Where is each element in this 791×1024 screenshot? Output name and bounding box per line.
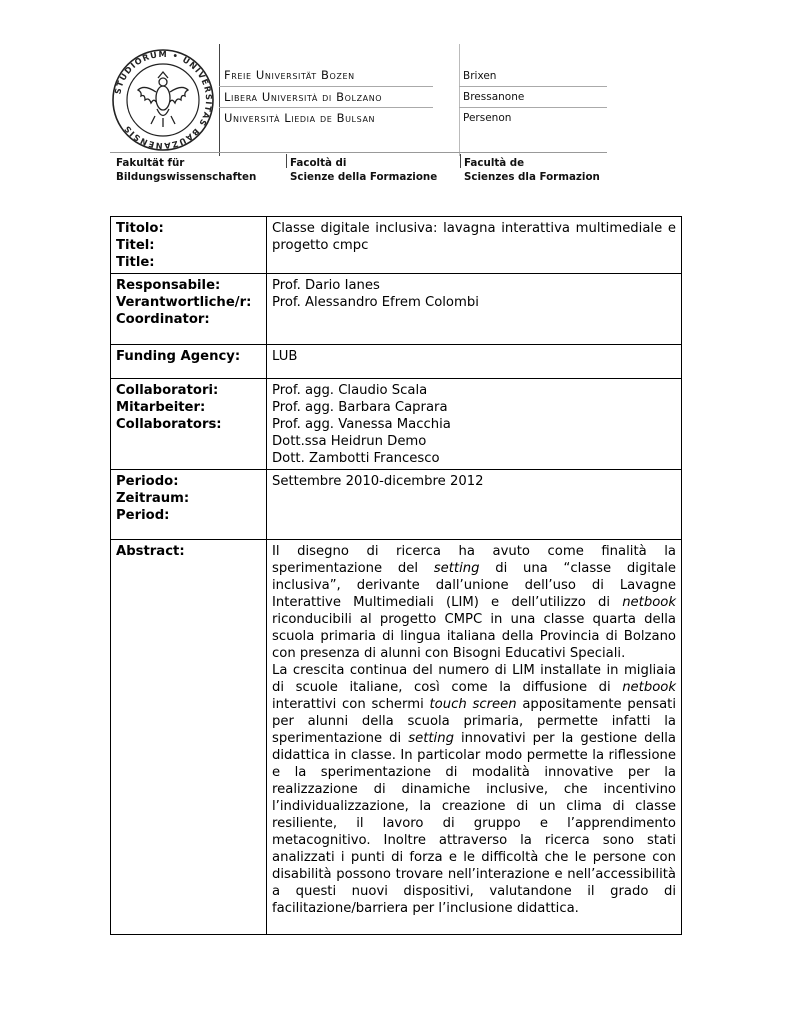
coordinator-values	[267, 274, 682, 345]
collaborator-name: Prof. agg. Vanessa Macchia	[272, 417, 451, 432]
letterhead-divider	[219, 44, 220, 156]
coordinator-label-en: Coordinator:	[116, 312, 210, 327]
abstract-paragraph	[272, 543, 676, 662]
university-seal	[111, 48, 215, 152]
abstract-text-run: appositamente pensati per alunni della scuola primaria, permette infatti la sperimentazione di	[272, 697, 677, 746]
period-label-de: Zeitraum:	[116, 491, 190, 506]
university-name-lad: Università Liedia de Bulsan	[224, 111, 376, 125]
table-row-collaborators	[111, 379, 682, 470]
letterhead-rule	[219, 107, 433, 108]
letterhead-rule	[459, 107, 607, 108]
abstract-text-run: La crescita continua del numero di LIM installate in migliaia di scuole italiane, così come la diffusione di	[272, 663, 676, 695]
coordinator-label-de: Verantwortliche/r:	[116, 295, 252, 310]
coordinator-name: Prof. Alessandro Efrem Colombi	[272, 295, 479, 310]
table-row-period	[111, 470, 682, 540]
funding-label-cell	[111, 345, 267, 379]
seal-text: STUDIORUM • UNIVERSITAS BAUZANENSIS	[112, 48, 215, 152]
faculty-lad	[464, 156, 600, 184]
period-label-en: Period:	[116, 508, 170, 523]
letterhead-rule	[110, 152, 607, 153]
faculty-it-line1: Facoltà di	[290, 157, 347, 169]
collaborators-label-de: Mitarbeiter:	[116, 400, 206, 415]
title-label-cell	[111, 217, 267, 274]
coordinator-label-it: Responsabile:	[116, 278, 221, 293]
coordinator-label-cell	[111, 274, 267, 345]
abstract-text-run: di una “classe digitale inclusiva”, derivante dall’unione dell’uso di Lavagne Interattive Multimediali (LIM) e dell’utilizzo di	[272, 561, 676, 610]
abstract-label-cell	[111, 540, 267, 935]
abstract-italic-term: netbook	[622, 595, 676, 610]
collaborators-label-it: Collaboratori:	[116, 383, 219, 398]
abstract-italic-term: netbook	[622, 680, 676, 695]
funding-agency: LUB	[267, 345, 682, 379]
letterhead-rule	[219, 86, 433, 87]
table-row-abstract	[111, 540, 682, 935]
collaborator-name: Prof. agg. Barbara Caprara	[272, 400, 448, 415]
abstract-italic-term: setting	[433, 561, 480, 576]
abstract-text-run: riconducibili al progetto CMPC in una classe quarta della scuola primaria di lingua italiana della Provincia di Bolzano con presenza di alunni con Bisogni Educativi Speciali.	[272, 612, 676, 661]
collaborators-label-cell	[111, 379, 267, 470]
abstract-italic-term: touch screen	[429, 697, 517, 712]
faculty-it-line2: Scienze della Formazione	[290, 171, 438, 183]
faculty-divider	[286, 154, 287, 168]
faculty-it	[290, 156, 437, 184]
project-info-table	[110, 216, 682, 935]
project-period: Settembre 2010-dicembre 2012	[267, 470, 682, 540]
abstract-text-run: interattivi con schermi	[272, 697, 430, 712]
abstract-paragraph	[272, 662, 676, 917]
collaborators-values	[267, 379, 682, 470]
town-de: Brixen	[463, 70, 497, 82]
faculty-divider	[460, 154, 461, 168]
university-name-it: Libera Università di Bolzano	[224, 90, 383, 104]
abstract-text	[267, 540, 682, 935]
period-label-cell	[111, 470, 267, 540]
letterhead-rule	[459, 86, 607, 87]
faculty-de-line2: Bildungswissenschaften	[116, 171, 257, 183]
letterhead-divider	[459, 44, 460, 156]
table-row-title	[111, 217, 682, 274]
university-name-de: Freie Universität Bozen	[224, 68, 355, 82]
faculty-lad-line1: Facultà de	[464, 157, 525, 169]
table-row-coordinator	[111, 274, 682, 345]
period-label-it: Periodo:	[116, 474, 179, 489]
table-row-funding	[111, 345, 682, 379]
abstract-italic-term: setting	[408, 731, 454, 746]
town-it: Bressanone	[463, 91, 525, 103]
abstract-text-run: innovativi per la gestione della didattica in classe. In particolar modo permette la riflessione e la sperimentazione di modalità innovative per la realizzazione di dinamiche inclusive, che incentivino l’individualizzazione, la creazione di un clima di classe resiliente, il lavoro di gruppo e l’apprendimento metacognitivo. Inoltre attraverso la ricerca sono stati analizzati i punti di forza e le difficoltà che le persone con disabilità possono trovare nell’interazione e nell’accessibilità a questi nuovi dispositivi, valutandone il grado di facilitazione/barriera per l’inclusione didattica.	[272, 731, 676, 916]
faculty-de-line1: Fakultät für	[116, 157, 185, 169]
title-label-en: Title:	[116, 255, 155, 270]
title-label-de: Titel:	[116, 238, 155, 253]
abstract-label: Abstract:	[116, 544, 185, 559]
abstract-text-run: Il disegno di ricerca ha avuto come finalità la sperimentazione del	[272, 544, 676, 576]
funding-label: Funding Agency:	[116, 349, 241, 364]
faculty-de	[116, 156, 256, 184]
collaborator-name: Prof. agg. Claudio Scala	[272, 383, 428, 398]
title-label-it: Titolo:	[116, 221, 164, 236]
coordinator-name: Prof. Dario Ianes	[272, 278, 380, 293]
collaborator-name: Dott. Zambotti Francesco	[272, 451, 440, 466]
collaborators-label-en: Collaborators:	[116, 417, 222, 432]
town-lad: Persenon	[463, 112, 512, 124]
seal-emblem-icon	[111, 48, 215, 152]
project-title: Classe digitale inclusiva: lavagna interattiva multimediale e progetto cmpc	[267, 217, 682, 274]
faculty-lad-line2: Scienzes dla Formazion	[464, 171, 600, 183]
collaborator-name: Dott.ssa Heidrun Demo	[272, 434, 427, 449]
